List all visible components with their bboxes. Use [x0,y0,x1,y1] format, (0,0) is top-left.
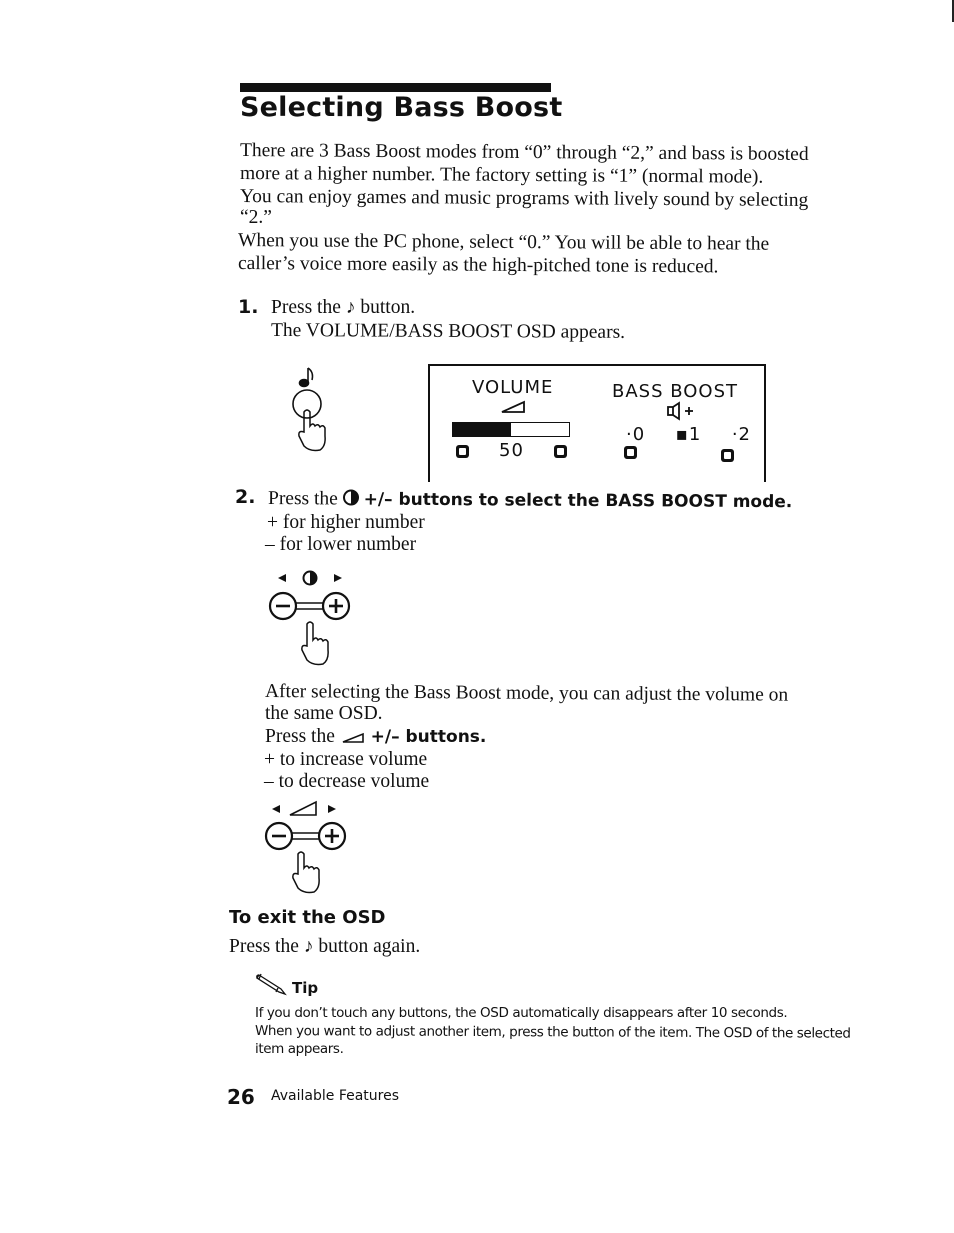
right-arrow-icon [328,805,336,813]
bass-left-key-icon [624,446,637,459]
volume-wedge-icon [340,732,366,744]
volume-wedge-icon [290,802,316,815]
hand-pointer-icon [299,410,325,451]
music-button-hand-illustration [290,366,340,456]
volume-up-key-icon [554,445,567,458]
music-note-icon [300,368,313,387]
page-title: Selecting Bass Boost [240,92,563,123]
hand-pointer-icon [293,852,319,893]
tip-line-3: item appears. [255,1041,344,1057]
osd-volume-bar-fill [453,423,511,436]
step-2-number: 2. [235,486,256,508]
step-2-line-1: Press the +/– buttons to select the BASS BOOST mode. [267,488,793,513]
bass-option-1: ▪1 [675,424,702,445]
bass-right-key-icon [721,449,734,462]
intro-line-3: You can enjoy games and music programs with lively sound by selecting [239,186,809,211]
step-1-number: 1. [238,296,259,318]
osd-bass-boost-label: BASS BOOST [612,381,739,402]
step-2-line-2: + for higher number [267,512,425,533]
volume-buttons-hand-illustration [260,800,356,896]
left-arrow-icon [272,805,280,813]
volume-down-key-icon [456,445,469,458]
volume-wedge-icon [500,400,526,414]
tip-line-2: When you want to adjust another item, press the button of the item. The OSD of the selected [254,1023,851,1042]
half-circle-icon [343,489,359,505]
contrast-buttons-hand-illustration [262,566,358,670]
bass-option-2: ·2 [731,424,751,445]
intro-line-4: “2.” [240,207,272,228]
intro-line-6: caller’s voice more easily as the high-pitched tone is reduced. [237,253,719,278]
osd-volume-value: 50 [499,440,524,461]
right-arrow-icon [334,574,342,582]
adjust-line-1: After selecting the Bass Boost mode, you can adjust the volume on [264,681,789,706]
osd-volume-bar [452,422,570,437]
intro-line-2: more at a higher number. The factory setting is “1” (normal mode). [239,163,764,188]
pencil-icon [256,972,288,996]
exit-osd-text: Press the ♪ button again. [229,936,421,957]
adjust-line-3: Press the +/– buttons. [265,726,487,747]
osd-volume-label: VOLUME [472,377,554,398]
adjust-line-4: + to increase volume [264,749,428,770]
exit-osd-heading: To exit the OSD [229,907,386,928]
adjust-line-5: – to decrease volume [264,771,430,792]
intro-line-5: When you use the PC phone, select “0.” You will be able to hear the [237,230,770,255]
osd-bass-options [626,424,751,445]
adjust-line-2: the same OSD. [265,703,383,724]
title-rule [240,83,551,92]
step-2-line-3: – for lower number [265,534,417,555]
left-arrow-icon [278,574,286,582]
music-note-icon: ♪ [303,936,314,957]
speaker-plus-icon [666,402,696,420]
page-number: 26 [227,1085,255,1109]
bass-option-0: ·0 [626,424,646,445]
hand-pointer-icon [302,622,328,665]
footer-section-title: Available Features [271,1088,400,1104]
tip-line-1: If you don’t touch any buttons, the OSD automatically disappears after 10 seconds. [255,1005,788,1021]
intro-line-1: There are 3 Bass Boost modes from “0” through “2,” and bass is boosted [239,140,809,165]
step-1-line-2: The VOLUME/BASS BOOST OSD appears. [270,320,626,343]
step-1-line-1: Press the ♪ button. [271,297,416,318]
tip-heading: Tip [292,979,319,997]
music-button-icon [293,390,321,418]
music-note-icon: ♪ [345,297,356,318]
